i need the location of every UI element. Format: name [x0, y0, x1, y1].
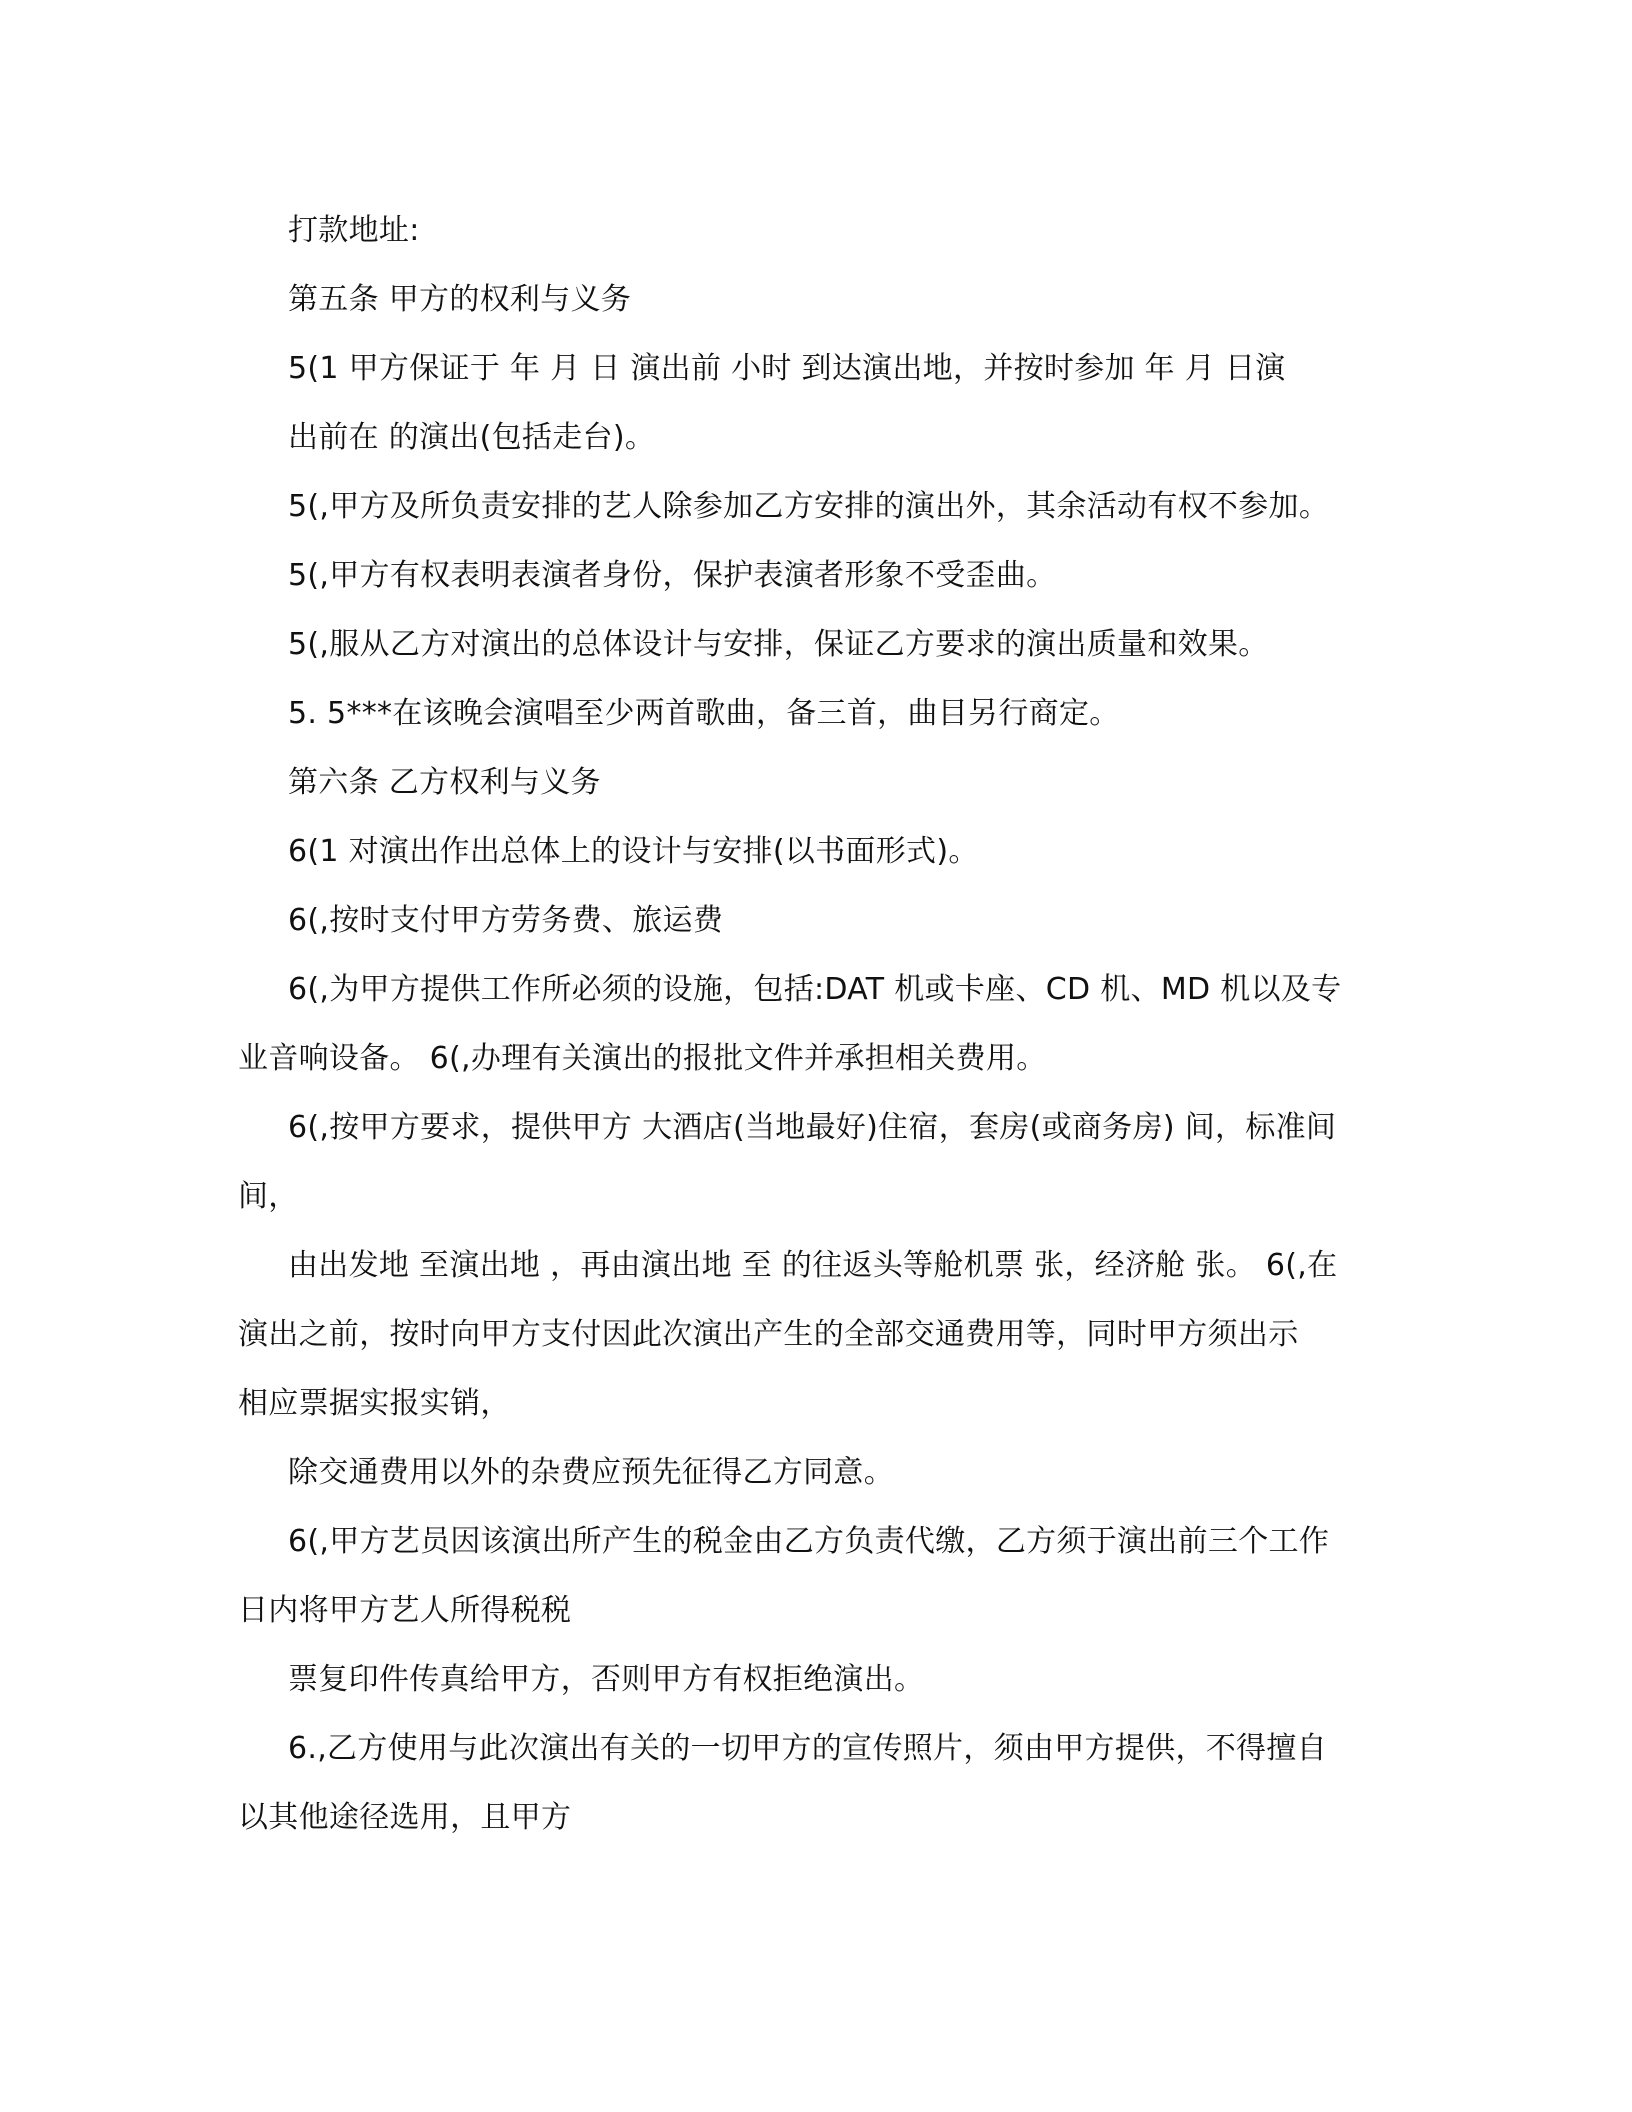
text-line: 出前在 的演出(包括走台)。: [288, 420, 656, 455]
text-line: 6(1 对演出作出总体上的设计与安排(以书面形式)。: [288, 834, 979, 869]
text-line: 第五条 甲方的权利与义务: [288, 282, 632, 317]
text-line: 6(,按甲方要求，提供甲方 大酒店(当地最好)住宿，套房(或商务房) 间，标准间: [288, 1110, 1337, 1145]
text-line: 演出之前，按时向甲方支付因此次演出产生的全部交通费用等，同时甲方须出示: [238, 1317, 1299, 1352]
text-line: 5(,服从乙方对演出的总体设计与安排，保证乙方要求的演出质量和效果。: [288, 627, 1269, 662]
text-line: 5. 5***在该晚会演唱至少两首歌曲，备三首，曲目另行商定。: [288, 696, 1120, 731]
text-line: 业音响设备。 6(,办理有关演出的报批文件并承担相关费用。: [238, 1041, 1047, 1076]
text-line: 由出发地 至演出地 ，再由演出地 至 的往返头等舱机票 张，经济舱 张。 6(,在: [288, 1248, 1338, 1283]
text-line: 相应票据实报实销，: [238, 1386, 511, 1421]
text-line: 6.,乙方使用与此次演出有关的一切甲方的宣传照片，须由甲方提供，不得擅自: [288, 1731, 1327, 1766]
text-line: 6(,甲方艺员因该演出所产生的税金由乙方负责代缴，乙方须于演出前三个工作: [288, 1524, 1330, 1559]
text-line: 以其他途径选用，且甲方: [238, 1800, 572, 1835]
text-line: 打款地址:: [288, 213, 420, 248]
text-line: 除交通费用以外的杂费应预先征得乙方同意。: [288, 1455, 894, 1490]
text-line: 日内将甲方艺人所得税税: [238, 1593, 572, 1628]
text-line: 6(,为甲方提供工作所必须的设施，包括:DAT 机或卡座、CD 机、MD 机以及专: [288, 972, 1342, 1007]
text-line: 票复印件传真给甲方，否则甲方有权拒绝演出。: [288, 1662, 925, 1697]
text-line: 5(1 甲方保证于 年 月 日 演出前 小时 到达演出地，并按时参加 年 月 日演: [288, 351, 1286, 386]
text-line: 5(,甲方有权表明表演者身份，保护表演者形象不受歪曲。: [288, 558, 1057, 593]
text-line: 5(,甲方及所负责安排的艺人除参加乙方安排的演出外，其余活动有权不参加。: [288, 489, 1330, 524]
text-line: 第六条 乙方权利与义务: [288, 765, 601, 800]
text-line: 间，: [238, 1179, 299, 1214]
document-body: [238, 196, 1398, 1852]
text-line: 6(,按时支付甲方劳务费、旅运费: [288, 903, 724, 938]
